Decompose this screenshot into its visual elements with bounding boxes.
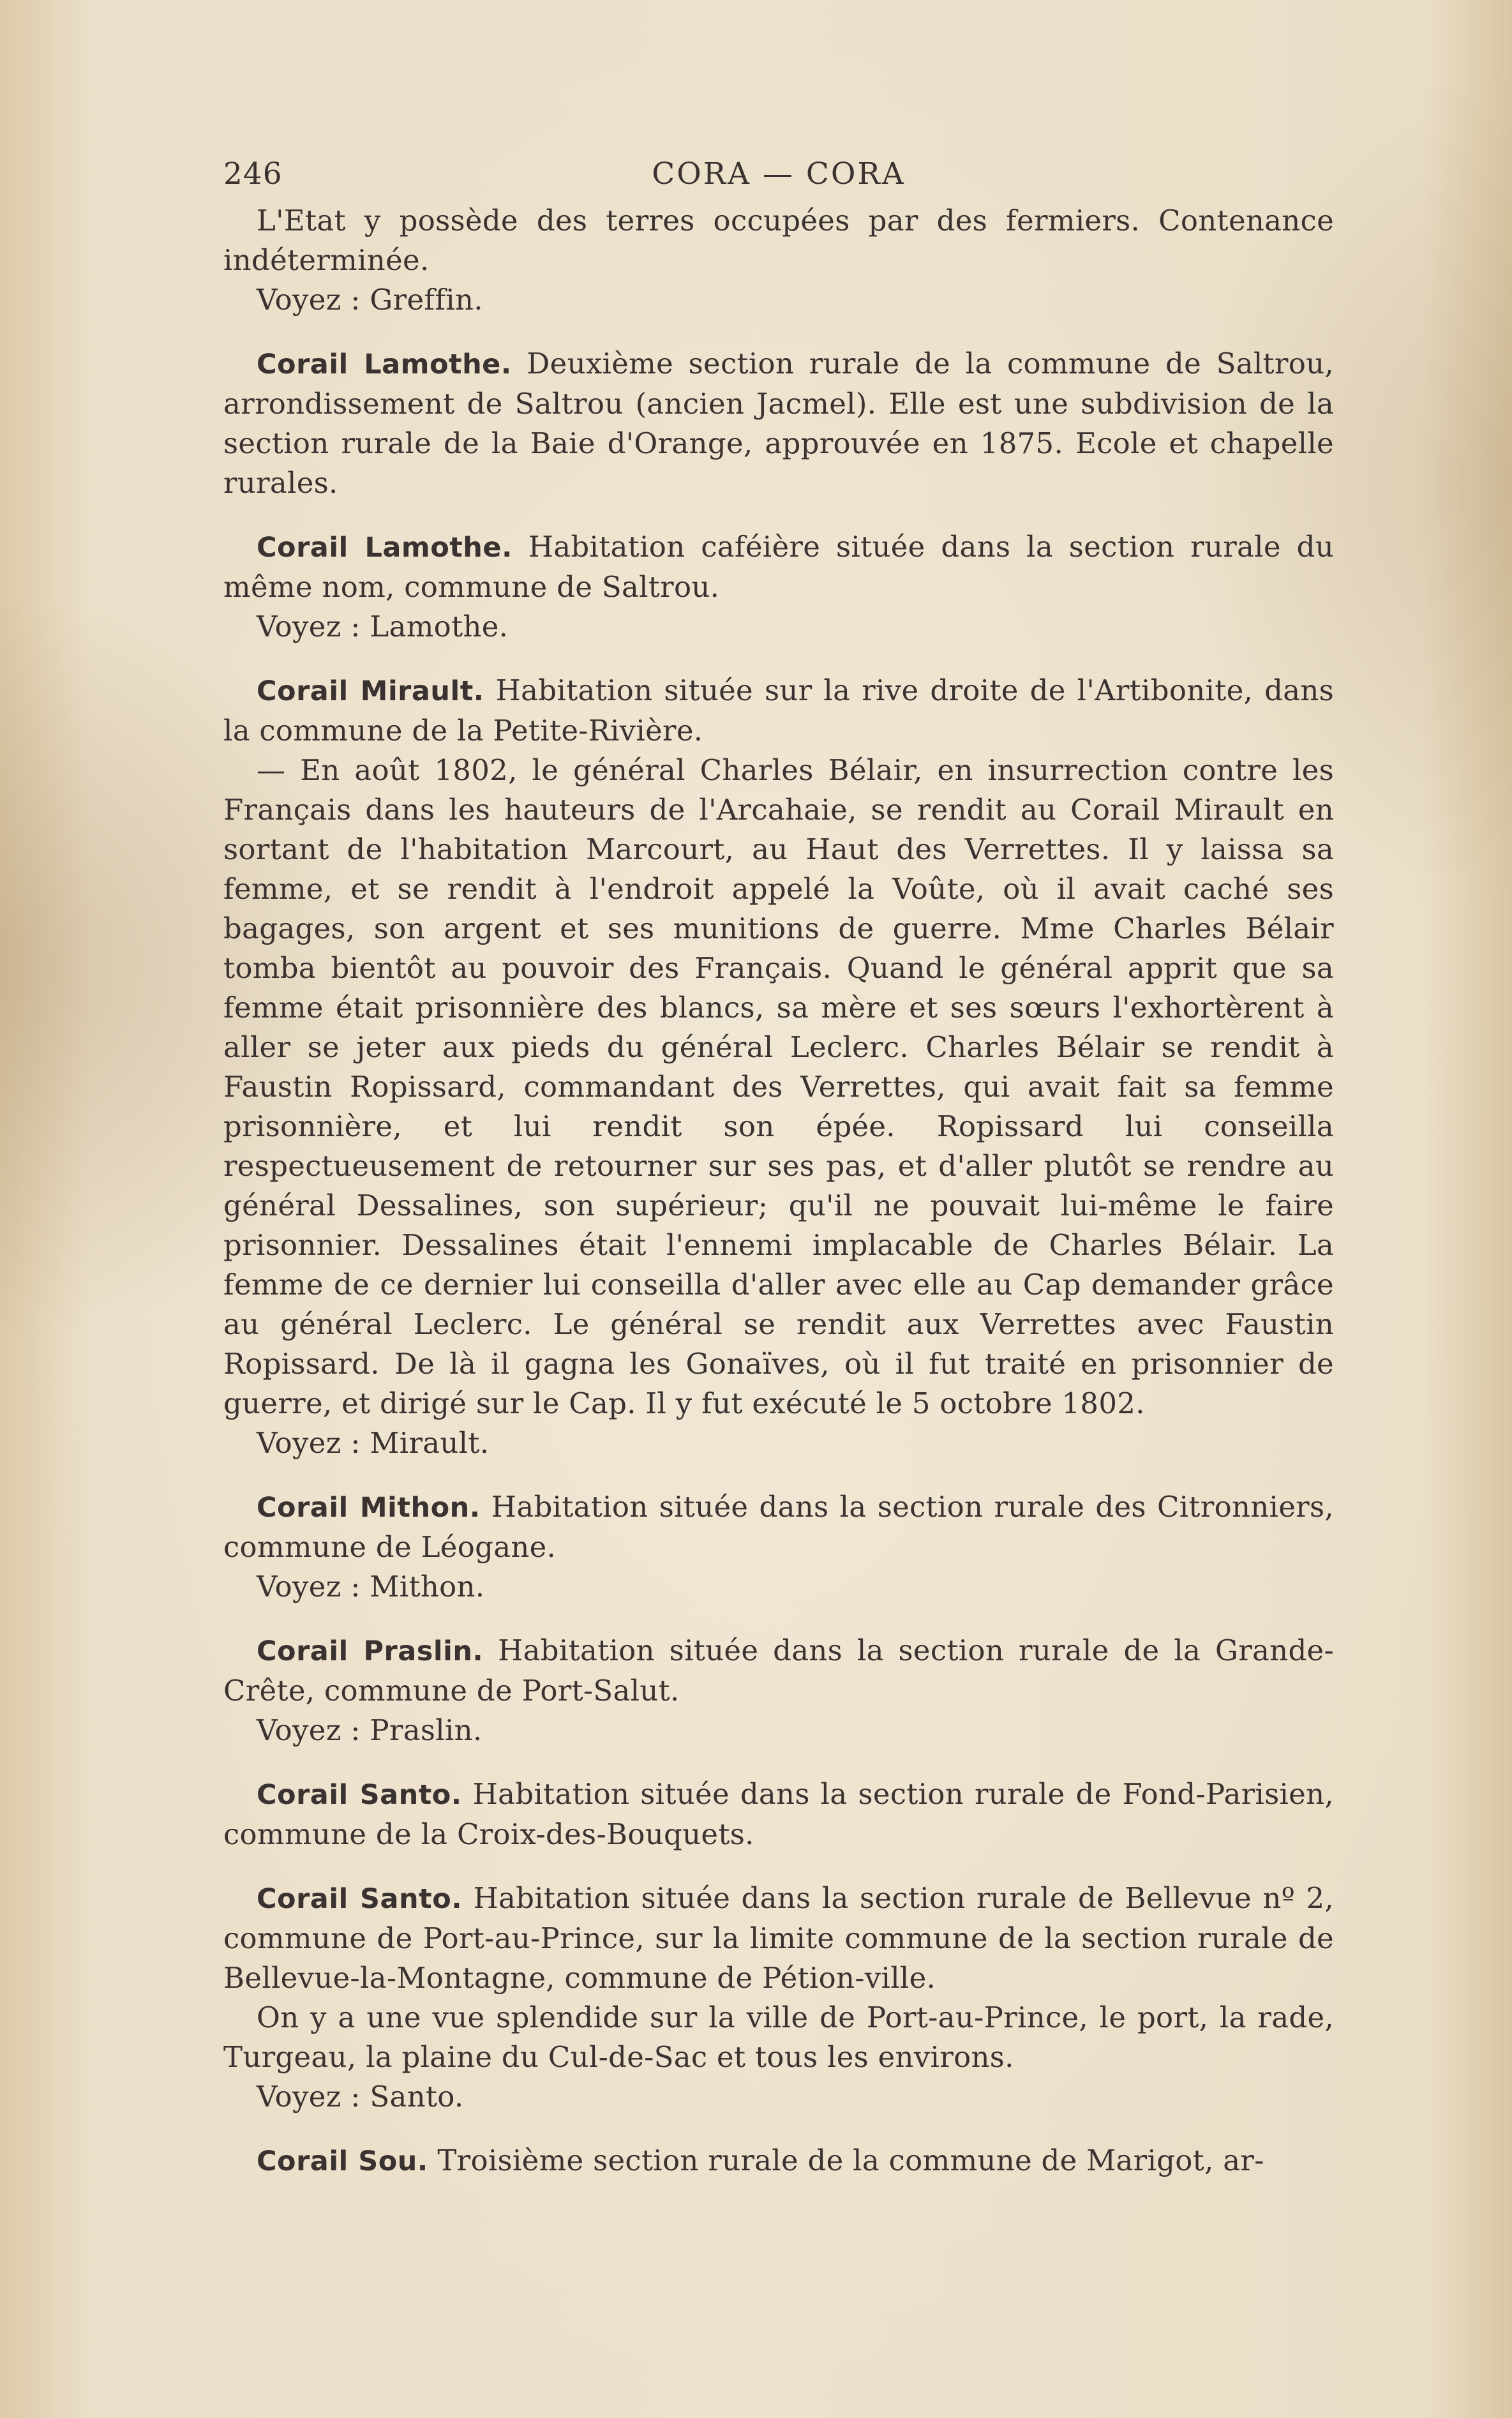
entry-corail-lamothe-habitation: Corail Lamothe. Habitation caféière située dans la section rurale du même nom, commune de Saltrou.: [223, 530, 1334, 604]
cross-reference: Voyez : Lamothe.: [257, 610, 509, 643]
page-header: [223, 156, 1334, 197]
entry-headword: Corail Sou.: [257, 2145, 428, 2177]
entry-paragraph: L'Etat y possède des terres occupées par des fermiers. Contenance indéterminée.: [223, 204, 1334, 277]
entry-headword: Corail Santo.: [257, 1779, 462, 1811]
book-page: [223, 156, 1334, 2181]
entry-corail-santo-bellevue: Corail Santo. Habitation située dans la section rurale de Bellevue nº 2, commune de Port-au-Prince, sur la limite commune de la section rurale de Bellevue-la-Montagne, commune de Pétion-ville.: [223, 1881, 1334, 1995]
entry-paragraph: — En août 1802, le général Charles Bélair, en insurrection contre les Français dans les hauteurs de l'Arcahaie, se rendit au Corail Mirault en sortant de l'habitation Marcourt, au Haut des Verrettes. Il y laissa sa femme, et se rendit à l'endroit appelé la Voûte, où il avait caché ses bagages, son argent et ses munitions de guerre. Mme Charles Bélair tomba bientôt au pouvoir des Français. Quand le général apprit que sa femme était prisonnière des blancs, sa mère et ses sœurs l'exhortèrent à aller se jeter aux pieds du général Leclerc. Charles Bélair se rendit à Faustin Ropissard, commandant des Verrettes, qui avait fait sa femme prisonnière, et lui rendit son épée. Ropissard lui conseilla respectueusement de retourner sur ses pas, et d'aller plutôt se rendre au général Dessalines, son supérieur; qu'il ne pouvait lui-même le faire prisonnier. Dessalines était l'ennemi implacable de Charles Bélair. La femme de ce dernier lui conseilla d'aller avec elle au Cap demander grâce au général Leclerc. Le général se rendit aux Verrettes avec Faustin Ropissard. De là il gagna les Gonaïves, où il fut traité en prisonnier de guerre, et dirigé sur le Cap. Il y fut exécuté le 5 octobre 1802.: [223, 753, 1334, 1420]
entry-headword: Corail Mirault.: [257, 675, 484, 707]
entry-headword: Corail Lamothe.: [257, 349, 512, 380]
entry-corail-lamothe-section: Corail Lamothe. Deuxième section rurale de la commune de Saltrou, arrondissement de Saltrou (ancien Jacmel). Elle est une subdivision de la section rurale de la Baie d'Orange, approuvée en 1875. Ecole et chapelle rurales.: [223, 347, 1335, 500]
entry-paragraph: On y a une vue splendide sur la ville de Port-au-Prince, le port, la rade, Turgeau, la plaine du Cul-de-Sac et tous les environs.: [223, 2001, 1334, 2074]
entry-headword: Corail Lamothe.: [257, 532, 513, 564]
cross-reference: Voyez : Santo.: [257, 2080, 464, 2114]
entry-corail-mirault: Corail Mirault. Habitation située sur la rive droite de l'Artibonite, dans la commune de la Petite-Rivière.: [223, 673, 1335, 747]
running-title: CORA — CORA: [652, 156, 906, 191]
cross-reference: Voyez : Greffin.: [257, 283, 483, 317]
dictionary-entries: [223, 201, 1334, 2181]
cross-reference: Voyez : Mirault.: [257, 1426, 490, 1460]
entry-headword: Corail Mithon.: [257, 1492, 481, 1524]
entry-corail-mithon: Corail Mithon. Habitation située dans la section rurale des Citronniers, commune de Léogane.: [223, 1490, 1334, 1564]
cross-reference: Voyez : Praslin.: [257, 1713, 483, 1747]
entry-headword: Corail Santo.: [257, 1883, 463, 1915]
entry-corail-sou: Corail Sou. Troisième section rurale de la commune de Marigot, ar-: [257, 2144, 1264, 2177]
cross-reference: Voyez : Mithon.: [257, 1570, 485, 1603]
entry-corail-santo-fond-parisien: Corail Santo. Habitation située dans la section rurale de Fond-Parisien, commune de la Croix-des-Bouquets.: [223, 1777, 1334, 1851]
entry-corail-praslin: Corail Praslin. Habitation située dans la section rurale de la Grande-Crête, commune de Port-Salut.: [223, 1633, 1334, 1708]
page-number: 246: [223, 156, 283, 191]
entry-headword: Corail Praslin.: [257, 1635, 484, 1667]
